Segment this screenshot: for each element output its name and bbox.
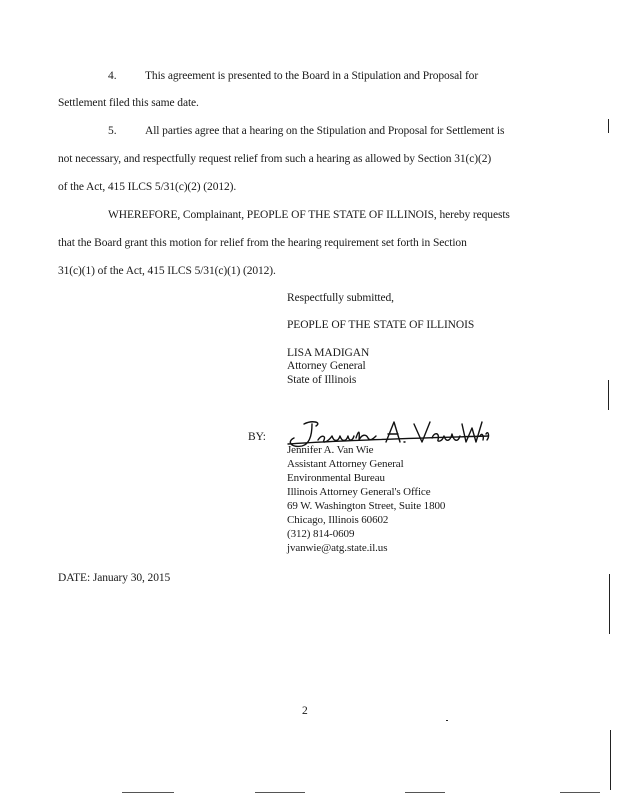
scan-dot <box>446 720 448 721</box>
paragraph-4-line-2: Settlement filed this same date. <box>58 97 199 109</box>
attorney-general-title: Attorney General <box>287 360 366 372</box>
scan-mark-bottom-3 <box>405 792 445 793</box>
respectfully-submitted: Respectfully submitted, <box>287 292 394 304</box>
wherefore-line-1: WHEREFORE, Complainant, PEOPLE OF THE STATE OF ILLINOIS, hereby requests <box>108 209 510 221</box>
party-name: PEOPLE OF THE STATE OF ILLINOIS <box>287 319 475 331</box>
wherefore-line-3: 31(c)(1) of the Act, 415 ILCS 5/31(c)(1) (2012). <box>58 265 276 277</box>
paragraph-4-line-1: This agreement is presented to the Board in a Stipulation and Proposal for <box>145 70 479 82</box>
signer-office: Illinois Attorney General's Office <box>287 486 431 498</box>
scan-mark-right-4 <box>610 730 611 790</box>
scan-mark-bottom-1 <box>122 792 174 793</box>
attorney-general-name: LISA MADIGAN <box>287 347 370 359</box>
attorney-general-state: State of Illinois <box>287 374 357 386</box>
paragraph-5-line-2: not necessary, and respectfully request relief from such a hearing as allowed by Section 31(c)(2) <box>58 153 492 165</box>
signer-title: Assistant Attorney General <box>287 458 404 470</box>
paragraph-5-number: 5. <box>108 125 117 137</box>
signer-email: jvanwie@atg.state.il.us <box>287 542 388 554</box>
scan-mark-bottom-2 <box>255 792 305 793</box>
scan-mark-right-1 <box>608 119 609 133</box>
signer-bureau: Environmental Bureau <box>287 472 385 484</box>
paragraph-5-line-1: All parties agree that a hearing on the Stipulation and Proposal for Settlement is <box>145 125 505 137</box>
scan-mark-right-2 <box>608 380 609 410</box>
signer-address: 69 W. Washington Street, Suite 1800 <box>287 500 446 512</box>
paragraph-5-line-3: of the Act, 415 ILCS 5/31(c)(2) (2012). <box>58 181 237 193</box>
paragraph-4-number: 4. <box>108 70 117 82</box>
signer-city: Chicago, Illinois 60602 <box>287 514 389 526</box>
by-label: BY: <box>248 431 266 443</box>
signer-name: Jennifer A. Van Wie <box>287 444 374 456</box>
signer-phone: (312) 814-0609 <box>287 528 355 540</box>
page-number: 2 <box>302 705 308 717</box>
scan-mark-right-3 <box>609 574 610 634</box>
date-line: DATE: January 30, 2015 <box>58 572 171 584</box>
scan-mark-bottom-4 <box>560 792 600 793</box>
wherefore-line-2: that the Board grant this motion for relief from the hearing requirement set forth in Section <box>58 237 467 249</box>
